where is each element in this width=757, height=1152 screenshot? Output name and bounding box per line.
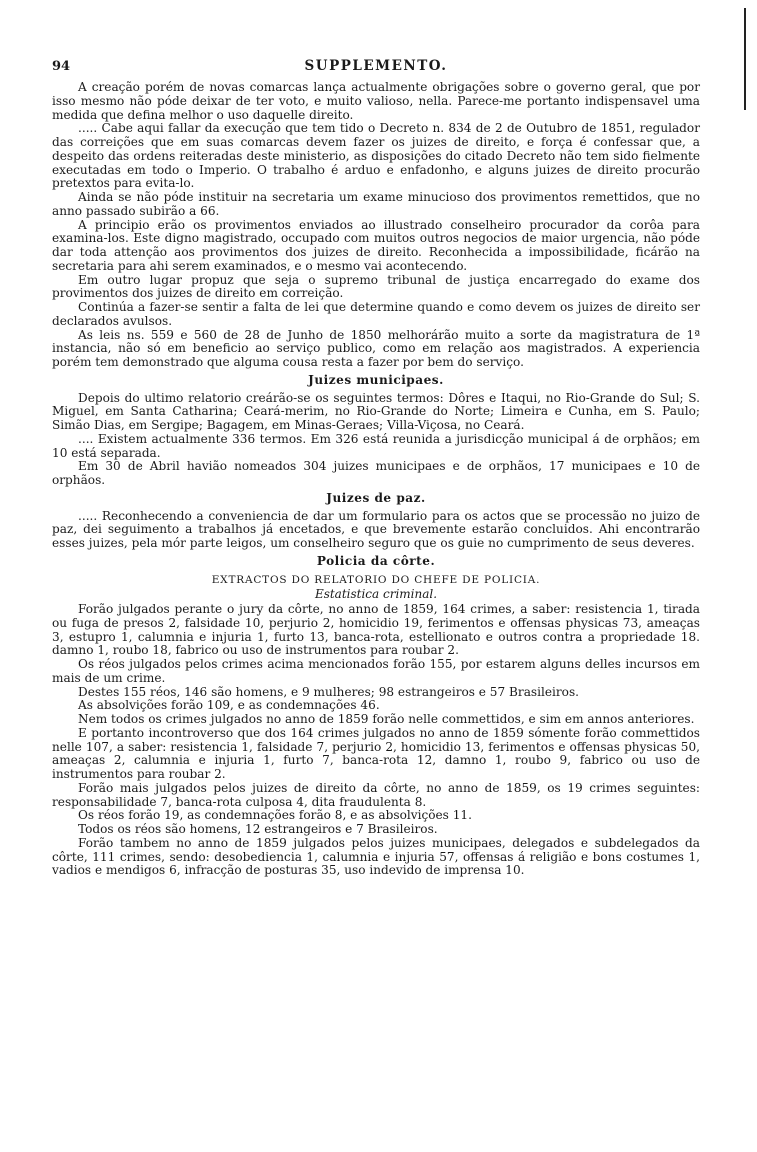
page-header <box>52 56 700 78</box>
section-heading: Policia da côrte. <box>316 553 436 568</box>
paragraph: Todos os réos são homens, 12 estrangeiros e 7 Brasileiros. <box>78 822 438 836</box>
section-heading: Juizes de paz. <box>326 490 426 505</box>
section-heading: Juizes municipaes. <box>308 372 444 387</box>
margin-rule <box>744 8 746 110</box>
page-number: 94 <box>52 59 71 74</box>
paragraph: As absolvições forão 109, e as condemnações 46. <box>78 698 380 713</box>
paragraph: A principio erão os provimentos enviados ao illustrado conselheiro procurador da corôa para examina-los. Este digno magistrado, occupado com muitos outros negocios de maior urgencia, não póde dar toda attenção aos provimentos dos juizes de direito. Reconhecida a impossibilidade, ficárão na secretaria para ahi serem examinados, e o mesmo vai acontecendo. <box>52 217 700 273</box>
paragraph: Em 30 de Abril havião nomeados 304 juizes municipaes e de orphãos, 17 municipaes e 10 de orphãos. <box>52 459 700 487</box>
paragraph: ..... Reconhecendo a conveniencia de dar um formulario para os actos que se processão no juizo de paz, dei seguimento a trabalhos já encetados, e que brevemente estarão concluidos. Ahi encontrarão esses juizes, pela mór parte leigos, um conselheiro seguro que os guie no cumprimento de seus deveres. <box>52 508 700 550</box>
section-juizes-de-direito <box>52 81 700 370</box>
section-juizes-de-paz <box>52 492 700 551</box>
paragraph: Forão tambem no anno de 1859 julgados pelos juizes municipaes, delegados e subdelegados da côrte, 111 crimes, sendo: desobediencia 1, calumnia e injuria 57, offensas á religião e bons costumes 1, vadios e mendigos 6, infracção de posturas 35, uso indevido de imprensa 10. <box>52 835 700 878</box>
paragraph: .... Existem actualmente 336 termos. Em 326 está reunida a jurisdicção municipal á de orphãos; em 10 está separada. <box>52 431 700 460</box>
section-juizes-municipaes <box>52 374 700 488</box>
section-policia-da-corte <box>52 555 700 878</box>
document-page <box>52 56 700 878</box>
extract-subheading: EXTRACTOS DO RELATORIO DO CHEFE DE POLICIA. <box>211 573 541 586</box>
statistics-subheading: Estatistica criminal. <box>314 587 438 602</box>
paragraph: E portanto incontroverso que dos 164 crimes julgados no anno de 1859 sómente forão commettidos nelle 107, a saber: resistencia 1, falsidade 7, perjurio 2, homicidio 13, ferimentos e offensas physicas 50, ameaças 2, calumnia e injuria 1, furto 7, banca-rota 12, damno 1, roubo 9, fabrico ou uso de instrumentos para roubar 2. <box>52 725 700 781</box>
paragraph: As leis ns. 559 e 560 de 28 de Junho de 1850 melhorárão muito a sorte da magistratura de 1ª instancia, não só em beneficio ao serviço publico, como em relação aos magistrados. A experiencia porém tem demonstrado que alguma cousa resta a fazer por bem do serviço. <box>52 327 700 369</box>
paragraph: Nem todos os crimes julgados no anno de 1859 forão nelle commettidos, e sim em annos anteriores. <box>78 712 695 726</box>
paragraph: Os réos forão 19, as condemnações forão 8, e as absolvições 11. <box>78 808 472 823</box>
paragraph: Continúa a fazer-se sentir a falta de lei que determine quando e como devem os juizes de direito ser declarados avulsos. <box>52 300 700 328</box>
paragraph: Os réos julgados pelos crimes acima mencionados forão 155, por estarem alguns delles incursos em mais de um crime. <box>52 657 700 685</box>
paragraph: Em outro lugar propuz que seja o supremo tribunal de justiça encarregado do exame dos provimentos dos juizes de direito em correição. <box>52 272 700 301</box>
running-title: SUPPLEMENTO. <box>304 58 448 74</box>
paragraph: Forão julgados perante o jury da côrte, no anno de 1859, 164 crimes, a saber: resistencia 1, tirada ou fuga de presos 2, falsidade 10, perjurio 2, homicidio 19, ferimentos e offensas physicas 73, ameaças 3, estupro 1, calumnia e injuria 1, furto 13, banca-rota, estellionato e outros contra a propriedade 18. damno 1, roubo 18, fabrico ou uso de instrumentos para roubar 2. <box>52 602 700 658</box>
paragraph: A creação porém de novas comarcas lança actualmente obrigações sobre o governo geral, que por isso mesmo não póde deixar de ter voto, e muito valioso, nella. Parece-me portanto indispensavel uma medida que defina melhor o uso daquelle direito. <box>52 80 700 122</box>
paragraph: Destes 155 réos, 146 são homens, e 9 mulheres; 98 estrangeiros e 57 Brasileiros. <box>78 684 579 699</box>
paragraph: Ainda se não póde instituir na secretaria um exame minucioso dos provimentos remettidos, que no anno passado subirão a 66. <box>52 190 700 218</box>
paragraph: Forão mais julgados pelos juizes de direito da côrte, no anno de 1859, os 19 crimes seguintes: responsabilidade 7, banca-rota culposa 4, dita fraudulenta 8. <box>52 780 700 809</box>
paragraph: Depois do ultimo relatorio creárão-se os seguintes termos: Dôres e Itaqui, no Rio-Grande do Sul; S. Miguel, em Santa Catharina; Ceará-merim, no Rio-Grande do Norte; Limeira e Cunha, em S. Paulo; Simão Dias, em Sergipe; Bagagem, em Minas-Geraes; Villa-Viçosa, no Ceará. <box>52 390 700 432</box>
paragraph: ..... Cabe aqui fallar da execução que tem tido o Decreto n. 834 de 2 de Outubro de 1851, regulador das correições que em suas comarcas devem fazer os juizes de direito, e força é confessar que, a despeito das ordens reiteradas deste ministerio, as disposições do citado Decreto não tem sido fielmente executadas em todo o Imperio. O trabalho é arduo e enfadonho, e alguns juizes de direito procurão pretextos para evita-lo. <box>52 121 700 191</box>
